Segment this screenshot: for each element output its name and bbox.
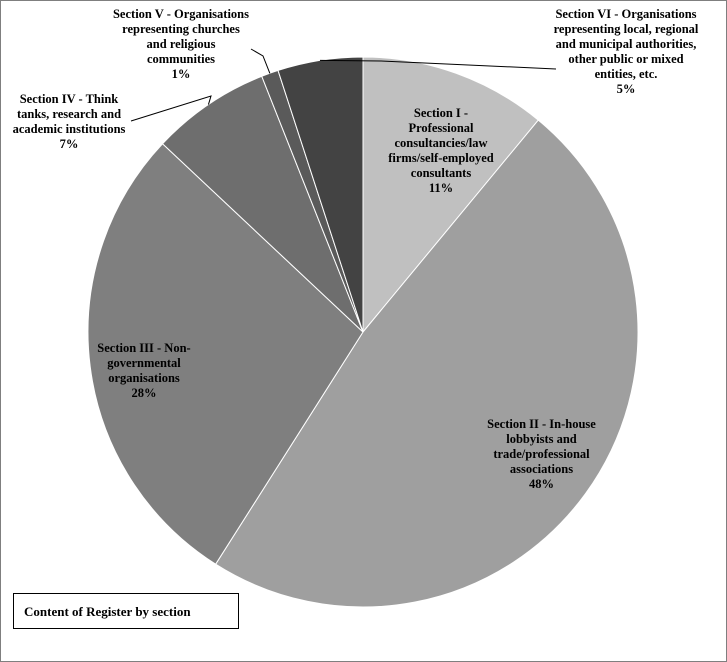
label-section-5 xyxy=(111,7,251,82)
label-section-2-value: 48% xyxy=(529,477,554,491)
label-section-4-value: 7% xyxy=(59,137,79,151)
label-section-4 xyxy=(3,92,135,152)
label-section-1 xyxy=(381,106,501,196)
leader-line-section-5 xyxy=(251,49,270,73)
label-section-2 xyxy=(469,417,614,492)
label-section-3 xyxy=(84,341,204,401)
label-section-5-value: 1% xyxy=(171,67,191,81)
label-section-3-value: 28% xyxy=(131,386,157,400)
label-section-6 xyxy=(551,7,701,97)
label-section-3-name: Section III - Non-governmental organisations xyxy=(97,341,191,385)
chart-title: Content of Register by section xyxy=(24,604,191,619)
label-section-2-name: Section II - In-house lobbyists and trade/professional associations xyxy=(487,417,596,476)
label-section-5-name: Section V - Organisations representing churches and religious communities xyxy=(112,7,249,66)
label-section-1-name: Section I - Professional consultancies/law firms/self-employed consultants xyxy=(388,106,494,180)
chart-title-box xyxy=(13,593,239,629)
label-section-1-value: 11% xyxy=(428,181,454,195)
label-section-4-name: Section IV - Think tanks, research and academic institutions xyxy=(12,92,126,136)
label-section-6-value: 5% xyxy=(616,82,636,96)
label-section-6-name: Section VI - Organisations representing local, regional and municipal authorities, other public or mixed entities, etc. xyxy=(553,7,699,81)
